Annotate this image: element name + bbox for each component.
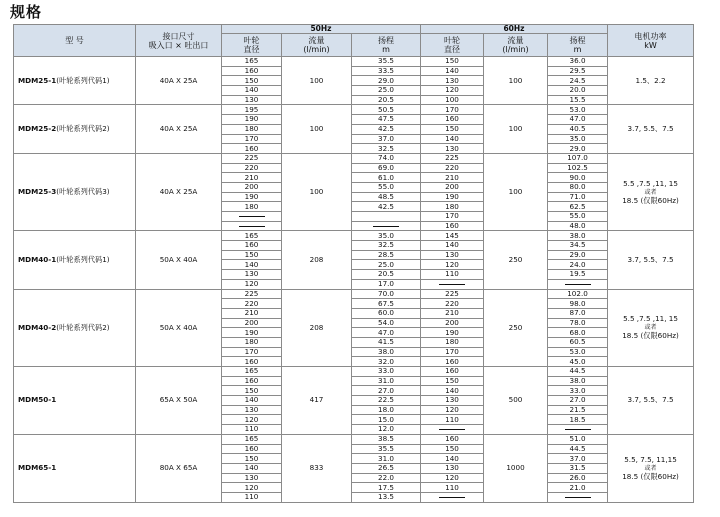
head-50-cell: 35.5 [352,57,421,67]
impeller-60-cell: 100 [421,95,484,105]
head-60-cell: 90.0 [548,173,608,183]
head-50-cell: 25.0 [352,260,421,270]
table-row [14,367,694,377]
table-row [14,153,694,163]
head-50-cell: 18.0 [352,405,421,415]
head-50-cell: 32.5 [352,144,421,154]
head-50-cell: 38.0 [352,347,421,357]
impeller-60-cell: 160 [421,221,484,231]
head-50-cell: 35.0 [352,231,421,241]
motor-power-line: 5.5 ,7.5 ,11, 15 [623,314,678,324]
impeller-60-cell [421,492,484,502]
impeller-50-cell: 225 [222,153,282,163]
head-60-cell: 33.0 [548,386,608,396]
head-60-cell: 87.0 [548,308,608,318]
head-60-cell: 29.0 [548,250,608,260]
motor-power-line: 18.5 (仅限60Hz) [622,331,679,341]
dash-mark [439,429,465,430]
model-cell [14,367,136,435]
page-title: 规格 [10,3,43,21]
impeller-50-cell: 160 [222,144,282,154]
head-60-cell: 51.0 [548,434,608,444]
model-name: MDM25-1 [18,75,57,85]
dash-mark [565,429,591,430]
impeller-60-cell: 220 [421,299,484,309]
impeller-60-cell: 120 [421,260,484,270]
head-50-cell: 17.5 [352,483,421,493]
head-50-cell: 38.5 [352,434,421,444]
head-50-cell: 37.0 [352,134,421,144]
impeller-50-cell: 160 [222,357,282,367]
impeller-60-cell: 130 [421,76,484,86]
model-cell [14,231,136,289]
model-name: MDM50-1 [18,395,57,405]
head-50-cell: 54.0 [352,318,421,328]
port-size-cell: 40A X 25A [136,153,222,231]
impeller-60-cell: 220 [421,163,484,173]
impeller-50-cell: 170 [222,347,282,357]
header-flow-50: 流量 (l/min) [282,34,352,57]
head-60-cell: 19.5 [548,270,608,280]
spec-table [13,24,694,503]
head-60-cell: 60.5 [548,337,608,347]
impeller-50-cell: 150 [222,386,282,396]
impeller-60-cell: 130 [421,250,484,260]
impeller-50-cell: 225 [222,289,282,299]
model-cell [14,289,136,367]
motor-power-cell [608,153,694,231]
head-50-cell: 55.0 [352,182,421,192]
impeller-60-cell: 110 [421,415,484,425]
impeller-50-cell: 150 [222,76,282,86]
head-60-cell: 31.5 [548,463,608,473]
impeller-50-cell: 200 [222,318,282,328]
head-50-cell: 31.0 [352,376,421,386]
flow-50-cell: 833 [282,434,352,502]
impeller-60-cell: 150 [421,444,484,454]
impeller-60-cell: 200 [421,318,484,328]
head-60-cell: 44.5 [548,367,608,377]
head-60-cell: 107.0 [548,153,608,163]
head-50-cell: 60.0 [352,308,421,318]
impeller-50-cell: 180 [222,202,282,212]
impeller-60-cell: 160 [421,357,484,367]
head-60-cell: 15.5 [548,95,608,105]
impeller-50-cell: 180 [222,124,282,134]
impeller-60-cell: 140 [421,454,484,464]
head-50-cell: 28.5 [352,250,421,260]
table-row [14,289,694,299]
impeller-50-cell: 130 [222,405,282,415]
head-60-cell: 18.5 [548,415,608,425]
model-cell [14,57,136,105]
head-50-cell: 41.5 [352,337,421,347]
head-50-cell: 61.0 [352,173,421,183]
flow-50-cell: 100 [282,153,352,231]
head-50-cell: 50.5 [352,105,421,115]
impeller-60-cell: 130 [421,144,484,154]
impeller-50-cell: 140 [222,260,282,270]
table-body [14,57,694,503]
head-60-cell: 45.0 [548,357,608,367]
impeller-50-cell: 130 [222,270,282,280]
head-50-cell: 27.0 [352,386,421,396]
impeller-60-cell: 170 [421,347,484,357]
flow-50-cell: 100 [282,57,352,105]
head-60-cell: 26.0 [548,473,608,483]
head-60-cell: 71.0 [548,192,608,202]
impeller-60-cell: 170 [421,212,484,222]
impeller-60-cell: 150 [421,57,484,67]
head-60-cell: 68.0 [548,328,608,338]
impeller-50-cell: 120 [222,279,282,289]
head-60-cell: 98.0 [548,299,608,309]
motor-power-line: 18.5 (仅限60Hz) [622,471,679,481]
header-power: 电机功率 kW [608,25,694,57]
flow-50-cell: 208 [282,289,352,367]
motor-power-line: 或者 [644,188,657,196]
impeller-60-cell [421,425,484,435]
impeller-60-cell: 190 [421,328,484,338]
impeller-50-cell: 160 [222,444,282,454]
impeller-50-cell: 190 [222,115,282,125]
impeller-50-cell: 220 [222,299,282,309]
table-header [14,25,694,57]
impeller-50-cell: 120 [222,483,282,493]
head-50-cell: 48.5 [352,192,421,202]
head-50-cell: 67.5 [352,299,421,309]
head-50-cell [352,221,421,231]
head-50-cell: 32.0 [352,357,421,367]
port-size-cell: 40A X 25A [136,57,222,105]
motor-power-line: 1.5、2.2 [635,75,666,85]
impeller-50-cell: 220 [222,163,282,173]
motor-power-line: 5.5, 7.5, 11,15 [624,454,677,464]
port-size-cell: 50A X 40A [136,231,222,289]
dash-mark [373,226,399,227]
impeller-60-cell: 225 [421,289,484,299]
flow-60-cell: 100 [484,57,548,105]
impeller-50-cell: 140 [222,86,282,96]
head-50-cell: 25.0 [352,86,421,96]
motor-power-cell [608,231,694,289]
impeller-60-cell: 150 [421,376,484,386]
dash-mark [439,497,465,498]
motor-power-line: 3.7, 5.5、7.5 [627,124,674,134]
impeller-60-cell: 120 [421,86,484,96]
head-50-cell: 20.5 [352,270,421,280]
impeller-50-cell: 160 [222,241,282,251]
impeller-60-cell [421,279,484,289]
impeller-60-cell: 150 [421,124,484,134]
model-name: MDM25-2 [18,124,57,134]
model-name: MDM65-1 [18,463,57,473]
impeller-60-cell: 130 [421,396,484,406]
impeller-code: (叶轮系列代码1) [56,254,110,264]
model-name: MDM25-3 [18,187,57,197]
impeller-50-cell: 190 [222,328,282,338]
impeller-50-cell: 165 [222,367,282,377]
impeller-50-cell: 190 [222,192,282,202]
flow-50-cell: 100 [282,105,352,153]
flow-50-cell: 417 [282,367,352,435]
model-cell [14,434,136,502]
table-row [14,434,694,444]
head-60-cell: 78.0 [548,318,608,328]
impeller-50-cell: 140 [222,463,282,473]
impeller-50-cell: 165 [222,57,282,67]
head-50-cell: 33.5 [352,66,421,76]
impeller-50-cell: 160 [222,66,282,76]
head-60-cell: 24.5 [548,76,608,86]
impeller-60-cell: 180 [421,337,484,347]
model-name: MDM40-2 [18,322,57,332]
head-50-cell: 47.0 [352,328,421,338]
impeller-60-cell: 170 [421,105,484,115]
impeller-code: (叶轮系列代码2) [56,124,110,134]
motor-power-line: 或者 [644,464,657,472]
port-size-cell: 50A X 40A [136,289,222,367]
impeller-50-cell: 140 [222,396,282,406]
header-head-60: 扬程 m [548,34,608,57]
head-50-cell: 31.0 [352,454,421,464]
table-row [14,57,694,67]
impeller-50-cell [222,221,282,231]
flow-60-cell: 250 [484,289,548,367]
head-50-cell: 32.5 [352,241,421,251]
impeller-50-cell: 200 [222,182,282,192]
head-60-cell [548,279,608,289]
motor-power-cell [608,434,694,502]
impeller-60-cell: 190 [421,192,484,202]
head-50-cell: 13.5 [352,492,421,502]
motor-power-line: 3.7, 5.5、7.5 [627,254,674,264]
header-head-50: 扬程 m [352,34,421,57]
impeller-60-cell: 110 [421,270,484,280]
impeller-50-cell: 210 [222,308,282,318]
impeller-60-cell: 225 [421,153,484,163]
head-60-cell: 102.5 [548,163,608,173]
head-60-cell: 20.0 [548,86,608,96]
impeller-60-cell: 145 [421,231,484,241]
head-60-cell: 102.0 [548,289,608,299]
impeller-50-cell: 165 [222,231,282,241]
dash-mark [239,216,265,217]
head-50-cell: 35.5 [352,444,421,454]
head-60-cell: 62.5 [548,202,608,212]
head-50-cell: 12.0 [352,425,421,435]
impeller-60-cell: 130 [421,463,484,473]
motor-power-cell [608,289,694,367]
impeller-60-cell: 160 [421,115,484,125]
head-50-cell: 33.0 [352,367,421,377]
head-50-cell: 17.0 [352,279,421,289]
head-50-cell: 42.5 [352,202,421,212]
header-flow-60: 流量 (l/min) [484,34,548,57]
impeller-60-cell: 140 [421,241,484,251]
motor-power-line: 3.7, 5.5、7.5 [627,395,674,405]
impeller-60-cell: 210 [421,308,484,318]
impeller-60-cell: 120 [421,405,484,415]
impeller-50-cell: 160 [222,376,282,386]
head-50-cell: 22.0 [352,473,421,483]
motor-power-cell [608,57,694,105]
head-60-cell: 53.0 [548,105,608,115]
impeller-60-cell: 140 [421,134,484,144]
impeller-50-cell: 195 [222,105,282,115]
impeller-50-cell: 110 [222,492,282,502]
head-60-cell: 37.0 [548,454,608,464]
impeller-50-cell: 110 [222,425,282,435]
head-60-cell: 24.0 [548,260,608,270]
header-impeller-50: 叶轮 直径 [222,34,282,57]
impeller-code: (叶轮系列代码2) [56,322,110,332]
impeller-50-cell [222,212,282,222]
dash-mark [565,497,591,498]
header-60hz: 60Hz [421,25,608,34]
dash-mark [239,226,265,227]
head-50-cell: 74.0 [352,153,421,163]
impeller-50-cell: 150 [222,250,282,260]
impeller-50-cell: 130 [222,473,282,483]
port-size-cell: 40A X 25A [136,105,222,153]
head-60-cell: 40.5 [548,124,608,134]
dash-mark [565,284,591,285]
head-60-cell: 36.0 [548,57,608,67]
head-60-cell: 53.0 [548,347,608,357]
impeller-60-cell: 140 [421,386,484,396]
impeller-50-cell: 150 [222,454,282,464]
head-50-cell: 26.5 [352,463,421,473]
head-50-cell: 69.0 [352,163,421,173]
head-60-cell: 29.5 [548,66,608,76]
head-50-cell: 42.5 [352,124,421,134]
impeller-60-cell: 160 [421,367,484,377]
head-60-cell: 38.0 [548,376,608,386]
head-60-cell: 35.0 [548,134,608,144]
impeller-50-cell: 210 [222,173,282,183]
port-size-cell: 80A X 65A [136,434,222,502]
flow-60-cell: 500 [484,367,548,435]
impeller-60-cell: 120 [421,473,484,483]
impeller-50-cell: 180 [222,337,282,347]
head-60-cell: 34.5 [548,241,608,251]
impeller-60-cell: 160 [421,434,484,444]
header-50hz: 50Hz [222,25,421,34]
impeller-code: (叶轮系列代码1) [56,75,110,85]
motor-power-line: 18.5 (仅限60Hz) [622,195,679,205]
header-model: 型 号 [14,25,136,57]
flow-60-cell: 1000 [484,434,548,502]
flow-50-cell: 208 [282,231,352,289]
flow-60-cell: 250 [484,231,548,289]
impeller-50-cell: 170 [222,134,282,144]
head-50-cell: 47.5 [352,115,421,125]
flow-60-cell: 100 [484,105,548,153]
head-50-cell: 15.0 [352,415,421,425]
impeller-60-cell: 140 [421,66,484,76]
head-60-cell: 55.0 [548,212,608,222]
head-50-cell: 70.0 [352,289,421,299]
head-50-cell: 22.5 [352,396,421,406]
head-60-cell: 47.0 [548,115,608,125]
motor-power-line: 或者 [644,324,657,332]
model-cell [14,153,136,231]
impeller-code: (叶轮系列代码3) [56,187,110,197]
motor-power-line: 5.5 ,7.5 ,11, 15 [623,178,678,188]
head-60-cell: 21.0 [548,483,608,493]
head-60-cell: 80.0 [548,182,608,192]
head-50-cell: 29.0 [352,76,421,86]
table-row [14,231,694,241]
impeller-50-cell: 130 [222,95,282,105]
table-row [14,105,694,115]
header-impeller-60: 叶轮 直径 [421,34,484,57]
impeller-60-cell: 210 [421,173,484,183]
impeller-50-cell: 165 [222,434,282,444]
port-size-cell: 65A X 50A [136,367,222,435]
dash-mark [439,284,465,285]
head-60-cell: 27.0 [548,396,608,406]
head-60-cell: 48.0 [548,221,608,231]
head-60-cell: 29.0 [548,144,608,154]
head-60-cell: 21.5 [548,405,608,415]
model-name: MDM40-1 [18,254,57,264]
flow-60-cell: 100 [484,153,548,231]
impeller-60-cell: 200 [421,182,484,192]
model-cell [14,105,136,153]
impeller-60-cell: 180 [421,202,484,212]
header-port: 接口尺寸 吸入口 × 吐出口 [136,25,222,57]
motor-power-cell [608,367,694,435]
motor-power-cell [608,105,694,153]
head-50-cell: 20.5 [352,95,421,105]
head-60-cell [548,492,608,502]
impeller-50-cell: 120 [222,415,282,425]
head-60-cell [548,425,608,435]
head-60-cell: 44.5 [548,444,608,454]
head-60-cell: 38.0 [548,231,608,241]
impeller-60-cell: 110 [421,483,484,493]
head-50-cell [352,212,421,222]
